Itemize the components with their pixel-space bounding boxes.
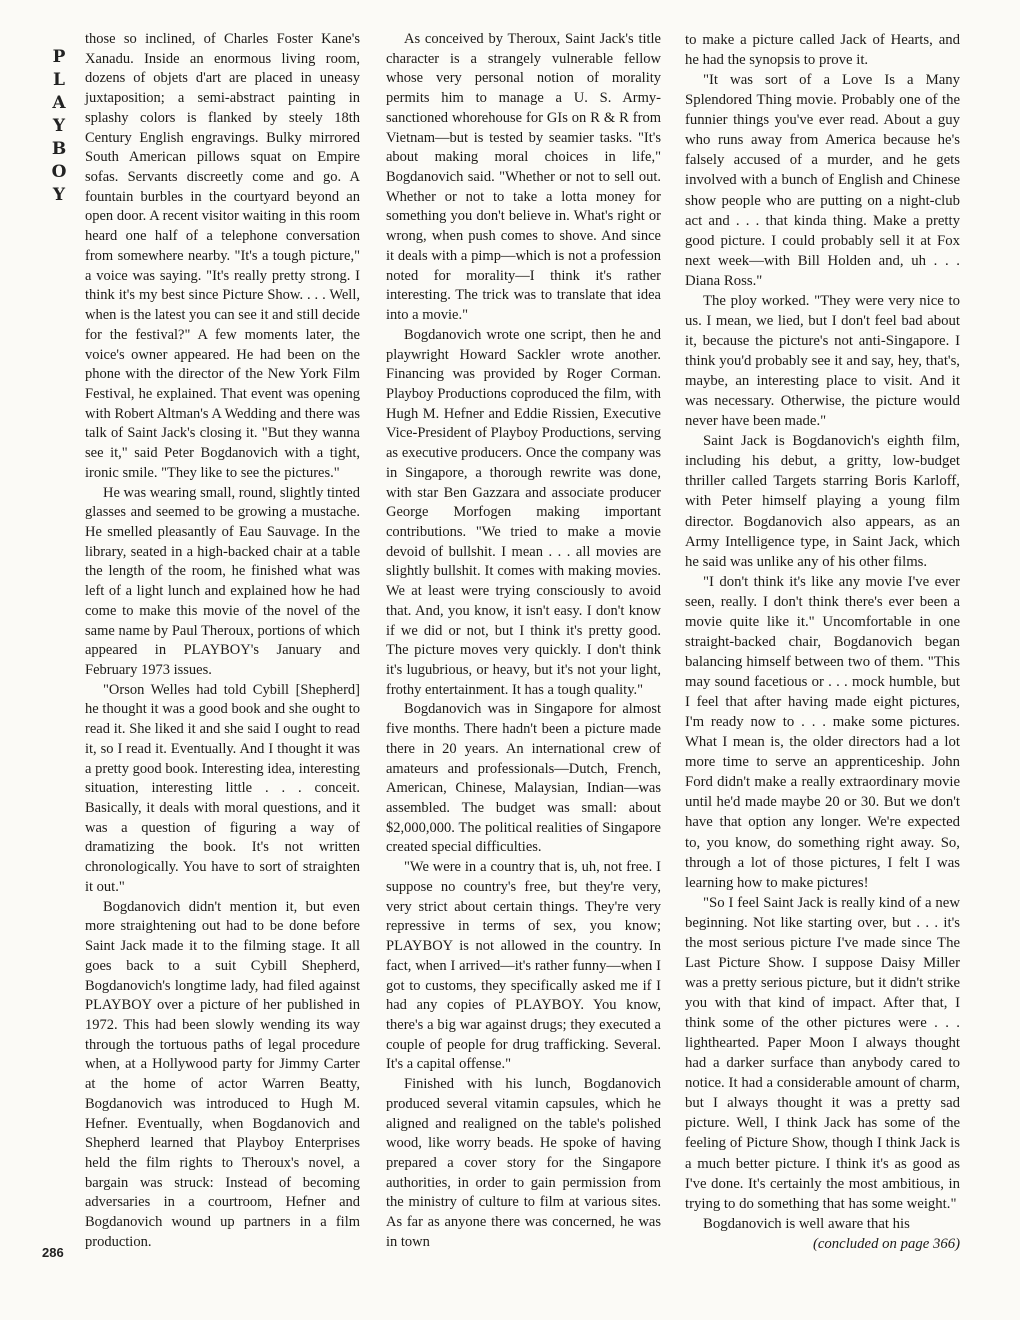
page-number: 286 bbox=[42, 1245, 64, 1260]
paragraph: Bogdanovich was in Singapore for almost five months. There hadn't been a picture made there in 20 years. An international crew of amateurs and professionals—Dutch, French, American, Chinese, Malaysian, Indian—was assembled. The budget was small: about $2,000,000. The political realities of Singapore created special difficulties. bbox=[386, 701, 661, 856]
paragraph: "So I feel Saint Jack is really kind of a new beginning. Not like starting over, but . . . it's the most serious picture I've made since The Last Picture Show. I suppose Daisy Miller was a pretty serious picture, but it didn't strike you with that kind of impact. After that, I think some of the other pictures were . . . lighthearted. Paper Moon I always thought had a darker surface than anybody cared to notice. It had a considerable amount of charm, but I always thought it was a pretty sad picture. Well, I think Jack has some of the feeling of Picture Show, though I think Jack is a much better picture. I think it's as good as I've done. It's certainly the most ambitious, in trying to do something that has some weight." bbox=[685, 894, 960, 1212]
paragraph: The ploy worked. "They were very nice to us. I mean, we lied, but I don't feel bad about it, because the picture's not anti-Singapore. I think you'd probably see it and say, hey, that's, maybe, an interesting place to visit. And it was necessary. Otherwise, the picture would never have been made." bbox=[685, 292, 960, 430]
paragraph: Bogdanovich wrote one script, then he and playwright Howard Sackler wrote another. Financing was provided by Roger Corman. Playboy Productions coproduced the film, with Hugh M. Hefner and Eddie Rissien, Executive Vice-President of Playboy Productions, serving as executive producers. Once the company was in Singapore, a thorough rewrite was done, with star Ben Gazzara and associate producer George Morfogen making important contributions. "We tried to make a movie devoid of bullshit. I mean . . . all movies are slightly bullshit. It comes with making movies. We at least were trying consciously to avoid that. And, you know, it isn't easy. I don't know if we did or not, but I think it's pretty good. The picture moves very quickly. I don't think it's lugubrious, or heavy, but it's not your light, frothy entertainment. It has a tough quality." bbox=[386, 326, 661, 698]
text-column-1 bbox=[85, 30, 360, 1253]
paragraph: Finished with his lunch, Bogdanovich produced several vitamin capsules, which he aligned and realigned on the table's polished wood, like worry beads. He spoke of having prepared a cover story for the Singapore authorities, in order to gain permission from the ministry of culture to film at various sites. As far as anyone there was concerned, he was in town bbox=[386, 1076, 661, 1250]
magazine-logo-vertical: P L A Y B O Y bbox=[51, 47, 67, 205]
paragraph: Bogdanovich is well aware that his bbox=[703, 1215, 910, 1232]
paragraph: As conceived by Theroux, Saint Jack's title character is a strangely vulnerable fellow whose very personal notion of morality permits him to manage a U. S. Army-sanctioned whorehouse for GIs on R & R from Vietnam—but is tested by seamier tasks. "It's about making moral choices in life," Bogdanovich said. "Whether or not to sell out. Whether or not to take a lotta money for something you don't believe in. What's right or wrong, when push comes to shove. And since it deals with a pimp—which is not a profession noted for morality—I think it's rather interesting. The trick was to translate that idea into a movie." bbox=[386, 31, 661, 324]
paragraph: "It was sort of a Love Is a Many Splendored Thing movie. Probably one of the funnier things you've ever read. About a guy who runs away from America because he's falsely accused of a murder, and he gets involved with a bunch of English and Chinese show people who are putting on a night-club act and . . . that kinda thing. Make a pretty good picture. I could probably sell it at Fox next week—with Bill Holden and, uh . . . Diana Ross." bbox=[685, 72, 960, 289]
text-column-3 bbox=[685, 30, 960, 1254]
paragraph: "We were in a country that is, uh, not free. I suppose no country's free, but they're very, very strict about certain things. They're very repressive in terms of sex, you know; PLAYBOY is not allowed in the country. In fact, when I arrived—it's rather funny—when I got to customs, they specifically asked me if I had any copies of PLAYBOY. You know, there's a big war against drugs; they executed a couple of people for drug trafficking. Several. It's a capital offense." bbox=[386, 859, 661, 1073]
paragraph: Saint Jack is Bogdanovich's eighth film, including his debut, a gritty, low-budget thriller called Targets starring Boris Karloff, with Peter himself playing a young film director. Bogdanovich also appears, as an Army Intelligence type, in Saint Jack, which he said was unlike any of his other films. bbox=[685, 433, 960, 570]
paragraph: those so inclined, of Charles Foster Kane's Xanadu. Inside an enormous living room, dozens of objets d'art are placed in uneasy juxtaposition; a semi-abstract painting in splashy colors is flanked by steely 18th Century English engravings. Bulky mirrored South American pillows squat on Empire sofas. Servants discreetly come and go. A fountain burbles in the courtyard beyond an open door. A recent visitor waiting in this room heard one half of a telephone conversation from somewhere nearby. "It's a tough picture," a voice was saying. "It's really pretty strong. I think it's my best since Picture Show. . . . Well, when is the latest you can see it and still decide for the festival?" A few moments later, the voice's owner appeared. He had been on the phone with the director of the New York Film Festival, he explained. That event was opening with Robert Altman's A Wedding and there was talk of Saint Jack's closing it. "But they wanna see it," said Peter Bogdanovich with a tight, ironic smile. "They like to see the pictures." bbox=[85, 31, 360, 481]
paragraph: "I don't think it's like any movie I've ever seen, really. I don't think there's ever been a movie quite like it." Uncomfortable in one straight-backed chair, Bogdanovich began balancing himself between two of them. "This may sound facetious or . . . mock humble, but I feel that after having made eight pictures, I'm ready now to . . . make some pictures. What I mean is, the older directors had a lot more time to serve an apprenticeship. John Ford didn't make a really extraordinary movie until he'd made maybe 20 or 30. But we don't have that option any longer. We're expected to, you know, do something right away. So, through a lot of those pictures, I felt I was learning how to make pictures! bbox=[685, 573, 960, 891]
paragraph: "Orson Welles had told Cybill [Shepherd] he thought it was a good book and she ought to read it. She liked it and she said I ought to read it, so I read it. Eventually. And I thought it was a pretty good book. Interesting idea, interesting situation, interesting little . . . conceit. Basically, it deals with moral questions, and it was a question of figuring a way of dramatizing the book. It's not written chronologically. You have to sort of straighten it out." bbox=[85, 681, 360, 895]
paragraph: to make a picture called Jack of Hearts, and he had the synopsis to prove it. bbox=[685, 32, 960, 69]
continuation-note: (concluded on page 366) bbox=[812, 1235, 960, 1252]
paragraph: Bogdanovich didn't mention it, but even more straightening out had to be done before Saint Jack made it to the filming stage. It all goes back to a suit Cybill Shepherd, Bogdanovich's longtime lady, had filed against PLAYBOY over a picture of her published in 1972. This had been slowly wending its way through the tortuous paths of legal procedure when, at a Hollywood party for Jimmy Carter at the home of actor Warren Beatty, Bogdanovich was introduced to Hugh M. Hefner. Eventually, when Bogdanovich and Shepherd learned that Playboy Enterprises held the film rights to Theroux's novel, a bargain was struck: Instead of becoming adversaries in a courtroom, Hefner and Bogdanovich wound up partners in a film production. bbox=[85, 898, 360, 1250]
text-column-2 bbox=[386, 30, 661, 1253]
paragraph: He was wearing small, round, slightly tinted glasses and seemed to be growing a mustache. He smelled pleasantly of Eau Sauvage. In the library, seated in a high-backed chair at a table the length of the room, he finished what was left of a light lunch and explained how he had come to make this movie of the novel of the same name by Paul Theroux, portions of which appeared in PLAYBOY's January and February 1973 issues. bbox=[85, 484, 360, 678]
